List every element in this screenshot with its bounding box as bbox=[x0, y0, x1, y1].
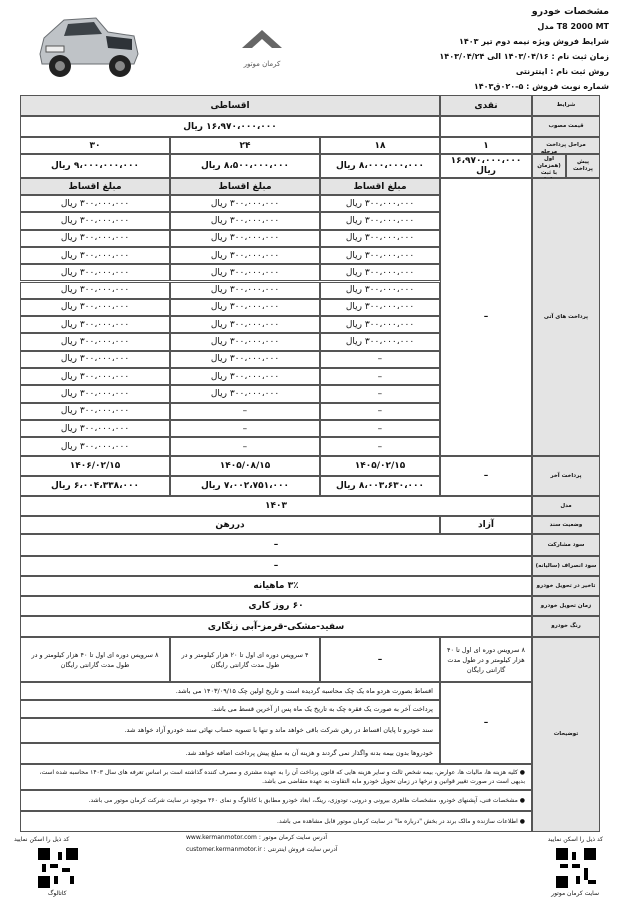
services-cash: ۸ سرویس دوره ای اول تا ۴۰ هزار کیلومتر و در طول مدت گارانتی رایگان bbox=[440, 637, 532, 682]
site-address[interactable]: آدرس سایت کرمان موتور : www.kermanmotor.com bbox=[186, 834, 328, 841]
installment-amount: ۳۰۰،۰۰۰،۰۰۰ ریال bbox=[170, 316, 320, 333]
final-amount: ۶،۰۰۴،۳۳۸،۰۰۰ ریال bbox=[20, 476, 170, 496]
installment-amount: ۳۰۰،۰۰۰،۰۰۰ ریال bbox=[20, 299, 170, 316]
installment-empty: – bbox=[320, 351, 440, 368]
doc-cash: آزاد bbox=[440, 516, 532, 534]
price-installment: ۱۶،۹۷۰،۰۰۰،۰۰۰ ریال bbox=[20, 116, 440, 137]
color-value: سفید-مشکی-قرمز-آبی زنگاری bbox=[20, 616, 532, 637]
installment-amount: ۳۰۰،۰۰۰،۰۰۰ ریال bbox=[170, 247, 320, 264]
header-installment: اقساطی bbox=[20, 95, 440, 116]
installment-amount: ۳۰۰،۰۰۰،۰۰۰ ریال bbox=[320, 264, 440, 281]
installment-amount: ۳۰۰،۰۰۰،۰۰۰ ریال bbox=[20, 247, 170, 264]
left-qr-label: کد ذیل را اسکن نمایید bbox=[14, 836, 70, 843]
installment-amount: ۳۰۰،۰۰۰،۰۰۰ ریال bbox=[320, 333, 440, 350]
installment-amount: ۳۰۰،۰۰۰،۰۰۰ ریال bbox=[320, 299, 440, 316]
installment-amount: ۳۰۰،۰۰۰،۰۰۰ ریال bbox=[20, 351, 170, 368]
installment-amount: ۳۰۰،۰۰۰،۰۰۰ ریال bbox=[20, 212, 170, 229]
header-reg-time: زمان ثبت نام : ۱۴۰۳/۰۴/۱۶ الی ۱۴۰۳/۰۴/۲۴ bbox=[439, 52, 609, 61]
label-delivery-time: زمان تحویل خودرو bbox=[532, 596, 600, 616]
general-note: ● اطلاعات سازنده و مالک برند در بخش "درباره ما" در سایت کرمان موتور قابل مشاهده می باشد. bbox=[20, 811, 532, 832]
installment-amount: ۳۰۰،۰۰۰،۰۰۰ ریال bbox=[20, 195, 170, 212]
installment-empty: – bbox=[320, 368, 440, 385]
general-note: ● کلیه هزینه ها، مالیات ها، عوارض، بیمه شخص ثالث و سایر هزینه هایی که قانون پرداخت آن را به عهده مشتری و مصرف کننده گذاشته است بر اساس تعرفه های سال ۱۴۰۳ محاسبه شده است، بدیهی است در صورت تغییر قوانین و نرخها در زمان تحویل خودرو مابه التفاوت به عهده متقاضی می باشد. bbox=[20, 764, 532, 790]
installment-empty: – bbox=[170, 403, 320, 420]
services-30: ۸ سرویس دوره ای اول تا ۴۰ هزار کیلومتر و در طول مدت گارانتی رایگان bbox=[20, 637, 170, 682]
stage-cash: ۱ bbox=[440, 137, 532, 154]
final-amount: ۸،۰۰۳،۶۳۰،۰۰۰ ریال bbox=[320, 476, 440, 496]
final-date: ۱۴۰۵/۰۸/۱۵ bbox=[170, 456, 320, 476]
installment-amount: ۳۰۰،۰۰۰،۰۰۰ ریال bbox=[170, 333, 320, 350]
installments-cash: – bbox=[440, 178, 532, 456]
header-model: مدل T8 2000 MT bbox=[537, 22, 609, 31]
header-info bbox=[409, 4, 609, 94]
price-cash bbox=[440, 116, 532, 137]
installment-amount: ۳۰۰،۰۰۰،۰۰۰ ریال bbox=[170, 264, 320, 281]
installment-amount: ۳۰۰،۰۰۰،۰۰۰ ریال bbox=[170, 282, 320, 299]
installment-amount: ۳۰۰،۰۰۰،۰۰۰ ریال bbox=[170, 351, 320, 368]
stage-18: ۱۸ bbox=[320, 137, 440, 154]
installment-amount: ۳۰۰،۰۰۰،۰۰۰ ریال bbox=[20, 230, 170, 247]
installment-amount: ۳۰۰،۰۰۰،۰۰۰ ریال bbox=[170, 299, 320, 316]
header-title: مشخصات خودرو bbox=[531, 6, 609, 17]
stage-24: ۲۴ bbox=[170, 137, 320, 154]
installment-amount: ۳۰۰،۰۰۰،۰۰۰ ریال bbox=[170, 230, 320, 247]
installment-amount: ۳۰۰،۰۰۰،۰۰۰ ریال bbox=[320, 195, 440, 212]
services-24: ۴ سرویس دوره ای اول تا ۲۰ هزار کیلومتر و در طول مدت گارانتی رایگان bbox=[170, 637, 320, 682]
label-model: مدل bbox=[532, 496, 600, 516]
installment-amount: ۳۰۰،۰۰۰،۰۰۰ ریال bbox=[20, 420, 170, 437]
label-document: وضعیت سند bbox=[532, 516, 600, 534]
label-installments: پرداخت های آتی bbox=[532, 178, 600, 456]
installment-amount: ۳۰۰،۰۰۰،۰۰۰ ریال bbox=[20, 437, 170, 456]
truck-image bbox=[34, 8, 144, 86]
installment-empty: – bbox=[170, 420, 320, 437]
label-color: رنگ خودرو bbox=[532, 616, 600, 637]
note-item: خودروها بدون بیمه بدنه واگذار نمی گردند و هزینه آن به مبلغ پیش پرداخت اضافه خواهد شد. bbox=[20, 743, 440, 764]
installment-amount: ۳۰۰،۰۰۰،۰۰۰ ریال bbox=[320, 316, 440, 333]
installments-30-title: مبلغ اقساط bbox=[20, 178, 170, 195]
prepay-cash: ۱۶،۹۷۰،۰۰۰،۰۰۰ ریال bbox=[440, 154, 532, 178]
installment-amount: ۳۰۰،۰۰۰،۰۰۰ ریال bbox=[20, 333, 170, 350]
right-qr-code[interactable] bbox=[556, 848, 596, 888]
final-amount: ۷،۰۰۲،۷۵۱،۰۰۰ ریال bbox=[170, 476, 320, 496]
installment-amount: ۳۰۰،۰۰۰،۰۰۰ ریال bbox=[170, 368, 320, 385]
left-qr-caption: کاتالوگ bbox=[48, 890, 67, 897]
label-price: قیمت مصوب bbox=[532, 116, 600, 137]
partnership-value: – bbox=[20, 534, 532, 556]
installment-amount: ۳۰۰،۰۰۰،۰۰۰ ریال bbox=[320, 230, 440, 247]
note-item: اقساط بصورت هردو ماه یک چک محاسبه گردیده است و تاریخ اولین چک ۱۴۰۳/۰۹/۱۵ می باشد. bbox=[20, 682, 440, 700]
label-first-stage: اول (همزمان با ثبت bbox=[532, 154, 566, 178]
left-qr-code[interactable] bbox=[38, 848, 78, 888]
delivery-time-value: ۶۰ روز کاری bbox=[20, 596, 532, 616]
installment-empty: – bbox=[320, 385, 440, 402]
label-delay-fine: سود انصراف (سالیانه) bbox=[532, 556, 600, 576]
header-cash: نقدی bbox=[440, 95, 532, 116]
final-date: ۱۴۰۵/۰۲/۱۵ bbox=[320, 456, 440, 476]
final-cash: – bbox=[440, 456, 532, 496]
model-value: ۱۴۰۳ bbox=[20, 496, 532, 516]
stage-30: ۳۰ bbox=[20, 137, 170, 154]
header-reg-method: روش ثبت نام : اینترنتی bbox=[515, 67, 609, 76]
final-date: ۱۴۰۶/۰۲/۱۵ bbox=[20, 456, 170, 476]
installment-empty: – bbox=[320, 437, 440, 456]
prepay-30: ۹،۰۰۰،۰۰۰،۰۰۰ ریال bbox=[20, 154, 170, 178]
installments-18-title: مبلغ اقساط bbox=[320, 178, 440, 195]
header-conditions: شرایط فروش ویژه نیمه دوم تیر ۱۴۰۳ bbox=[459, 37, 609, 46]
label-stages: مراحل پرداخت bbox=[532, 137, 600, 154]
notes-cash: – bbox=[440, 682, 532, 764]
label-prepayment: پیش پرداخت bbox=[566, 154, 600, 178]
prepay-24: ۸،۵۰۰،۰۰۰،۰۰۰ ریال bbox=[170, 154, 320, 178]
installment-empty: – bbox=[320, 420, 440, 437]
note-item: پرداخت آخر به صورت یک فقره چک به تاریخ یک ماه پس از آخرین قسط می باشد. bbox=[20, 700, 440, 718]
installments-24-title: مبلغ اقساط bbox=[170, 178, 320, 195]
installment-amount: ۳۰۰،۰۰۰،۰۰۰ ریال bbox=[20, 316, 170, 333]
kerman-motor-logo bbox=[232, 26, 292, 68]
note-item: سند خودرو تا پایان اقساط در رهن شرکت باقی خواهد ماند و تنها با تسویه حساب نهائی سند خودرو آزاد خواهد شد. bbox=[20, 718, 440, 743]
logo-text: کرمان موتور bbox=[243, 60, 281, 68]
installment-amount: ۳۰۰،۰۰۰،۰۰۰ ریال bbox=[320, 212, 440, 229]
installment-amount: ۳۰۰،۰۰۰،۰۰۰ ریال bbox=[170, 212, 320, 229]
right-qr-label: کد ذیل را اسکن نمایید bbox=[547, 836, 603, 843]
installment-amount: ۳۰۰،۰۰۰،۰۰۰ ریال bbox=[20, 403, 170, 420]
installment-amount: ۳۰۰،۰۰۰،۰۰۰ ریال bbox=[320, 282, 440, 299]
installment-amount: ۳۰۰،۰۰۰،۰۰۰ ریال bbox=[20, 282, 170, 299]
installment-amount: ۳۰۰،۰۰۰،۰۰۰ ریال bbox=[320, 247, 440, 264]
delay-fine-value: – bbox=[20, 556, 532, 576]
general-note: ● مشخصات فنی، آپشنهای خودرو، مشخصات ظاهری بیرونی و درونی، تودوزی، رینگ، ابعاد خودرو مطابق با کاتالوگ و نمای ۳۶۰ موجود در سایت شرکت کرمان موتور می باشد. bbox=[20, 790, 532, 811]
label-notes: توضیحات bbox=[532, 637, 600, 832]
installment-amount: ۳۰۰،۰۰۰،۰۰۰ ریال bbox=[20, 368, 170, 385]
installment-empty: – bbox=[320, 403, 440, 420]
label-conditions: شرایط bbox=[532, 95, 600, 116]
sales-site-address[interactable]: آدرس سایت فروش اینترنتی : customer.kermanmotor.ir bbox=[186, 846, 338, 853]
installment-amount: ۳۰۰،۰۰۰،۰۰۰ ریال bbox=[170, 385, 320, 402]
right-qr-caption: سایت کرمان موتور bbox=[551, 890, 599, 897]
installment-amount: ۳۰۰،۰۰۰،۰۰۰ ریال bbox=[20, 264, 170, 281]
doc-installment: دررهن bbox=[20, 516, 440, 534]
services-18: – bbox=[320, 637, 440, 682]
delivery-delay-value: ۳٪ ماهیانه bbox=[20, 576, 532, 596]
installment-amount: ۳۰۰،۰۰۰،۰۰۰ ریال bbox=[20, 385, 170, 402]
installment-empty: – bbox=[170, 437, 320, 456]
installment-amount: ۳۰۰،۰۰۰،۰۰۰ ریال bbox=[170, 195, 320, 212]
header-turn-number: شماره نوبت فروش : ۵-۰۲۰ق۱۴۰۳ bbox=[473, 82, 609, 91]
label-delivery-delay: تاخیر در تحویل خودرو bbox=[532, 576, 600, 596]
prepay-18: ۸،۰۰۰،۰۰۰،۰۰۰ ریال bbox=[320, 154, 440, 178]
label-partnership: سود مشارکت bbox=[532, 534, 600, 556]
label-final-payment: پرداخت آخر bbox=[532, 456, 600, 496]
